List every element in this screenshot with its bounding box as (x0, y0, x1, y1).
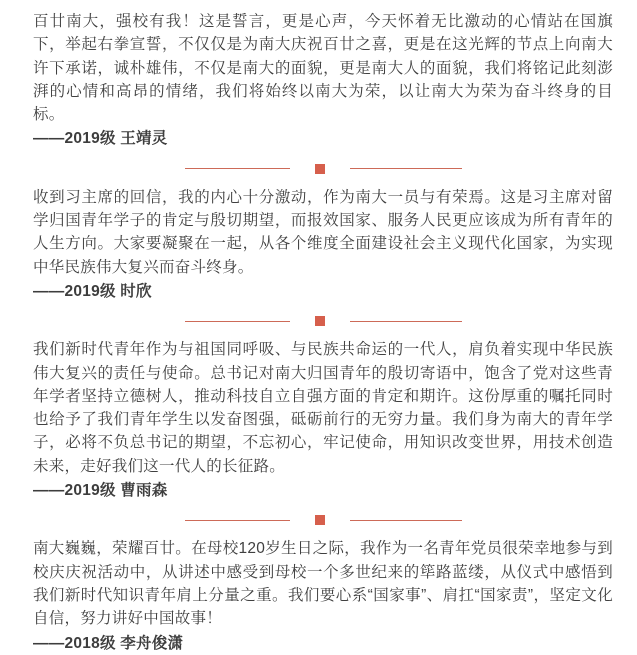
divider-line-left (185, 520, 290, 521)
section-divider (33, 316, 613, 326)
quote-attribution: ——2018级 李舟俊潇 (33, 634, 184, 652)
divider-square-icon (315, 316, 325, 326)
divider-line-left (185, 168, 290, 169)
section-divider (33, 515, 613, 525)
quote-section-3 (33, 338, 613, 502)
quote-section-2 (33, 186, 613, 303)
quote-paragraph: 百廿南大，强校有我！这是誓言，更是心声，今天怀着无比激动的心情站在国旗下，举起右拳宣誓，不仅仅是为南大庆祝百廿之喜，更是在这光辉的节点上向南大许下承诺，诚朴雄伟，不仅是南大的面貌，更是南大人的面貌，我们将铭记此刻澎湃的心情和高昂的情绪，我们将始终以南大为荣，以让南大为荣为奋斗终身的目标。 (33, 13, 613, 124)
quote-attribution: ——2019级 王靖灵 (33, 130, 168, 148)
section-divider (33, 164, 613, 174)
quote-section-1 (33, 10, 613, 151)
quote-paragraph: 我们新时代青年作为与祖国同呼吸、与民族共命运的一代人，肩负着实现中华民族伟大复兴的责任与使命。总书记对南大归国青年的殷切寄语中，饱含了党对这些青年学者坚持立德树人，推动科技自立自强方面的肯定和期许。这份厚重的嘱托同时也给予了我们青年学生以发奋图强，砥砺前行的无穷力量。我们身为南大的青年学子，必将不负总书记的期望，不忘初心，牢记使命，用知识改变世界，用技术创造未来，走好我们这一代人的长征路。 (33, 341, 613, 475)
divider-line-left (185, 321, 290, 322)
divider-line-right (350, 321, 462, 322)
divider-square-icon (315, 515, 325, 525)
quote-paragraph: 南大巍巍，荣耀百廿。在母校120岁生日之际，我作为一名青年党员很荣幸地参与到校庆庆祝活动中，从讲述中感受到母校一个多世纪来的筚路蓝缕，从仪式中感悟到我们新时代知识青年肩上分量之重。我们要心系“国家事”、肩扛“国家责”，坚定文化自信，努力讲好中国故事！ (33, 540, 613, 628)
divider-line-right (350, 168, 462, 169)
quote-section-4 (33, 537, 613, 654)
quote-paragraph: 收到习主席的回信，我的内心十分激动，作为南大一员与有荣焉。这是习主席对留学归国青年学子的肯定与殷切期望，而报效国家、服务人民更应该成为所有青年的人生方向。大家要凝聚在一起，从各个维度全面建设社会主义现代化国家，为实现中华民族伟大复兴而奋斗终身。 (33, 188, 613, 276)
quote-attribution: ——2019级 曹雨森 (33, 482, 168, 500)
divider-square-icon (315, 164, 325, 174)
quote-attribution: ——2019级 时欣 (33, 282, 152, 300)
divider-line-right (350, 520, 462, 521)
